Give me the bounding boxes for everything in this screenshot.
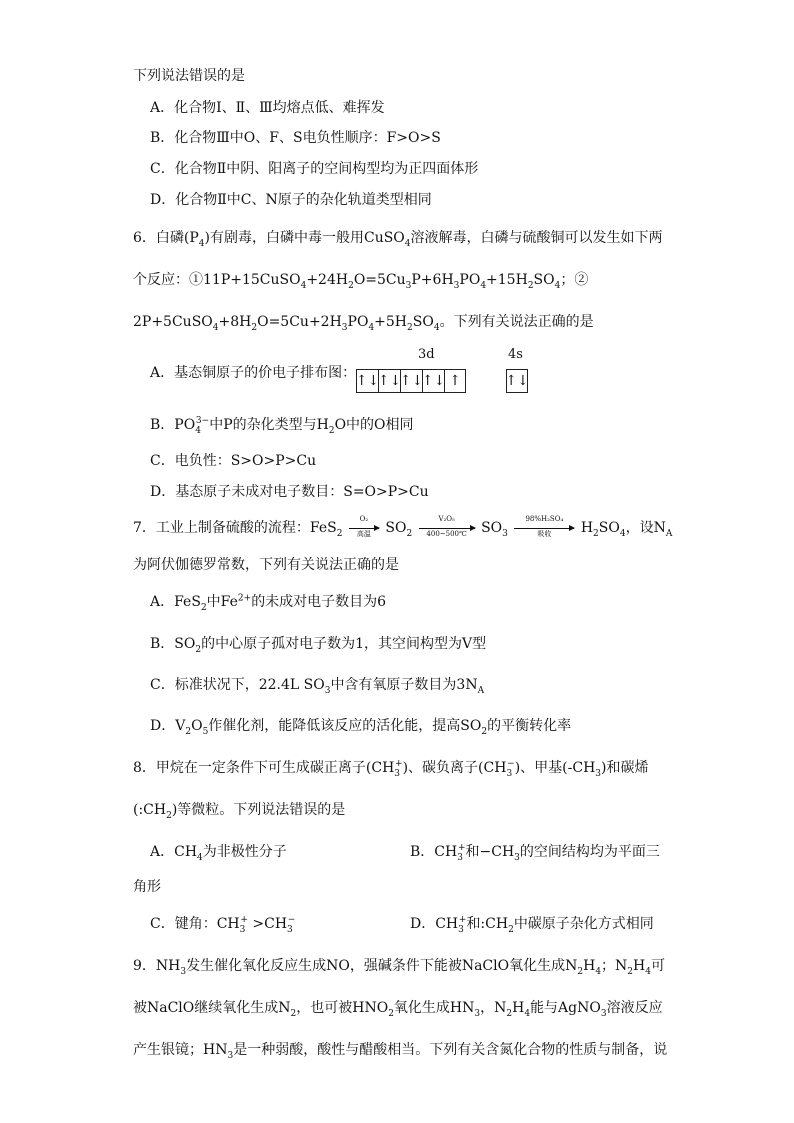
intro-text: 下列说法错误的是 xyxy=(133,68,245,84)
q7-stem-line2: 为阿伏伽德罗常数，下列有关说法正确的是 xyxy=(133,557,399,573)
q8-option-c: C．键角：$CH_3^+ >CH_3^-$ xyxy=(150,915,296,935)
q6-stem-line1: 6．白磷$(P_4)$有剧毒，白磷中毒一般用CuSO$_4$溶液解毒，白磷与硫酸铜可以发生如下两 xyxy=(133,230,663,249)
label-4s: 4s xyxy=(508,347,523,362)
orbital-boxes-3d xyxy=(356,369,466,393)
q6-stem-line2: 个反应：$①11P+15CuSO_4+24H_2O=5Cu_3P+6H_3PO_4+15H_2SO_4$；② xyxy=(133,272,589,291)
q7-stem-line1: 7．工业上制备硫酸的流程：FeS$_2$ O₂ 高温 $SO_2$ $\frac{\text{V₂O₅}}{400\sim 500℃}$ $SO_3$ 98%H₂SO₄ 吸收 $H_2SO_4$，设$N_A$ xyxy=(133,515,673,539)
q8-option-a: A．$CH_4$为非极性分子 xyxy=(150,844,287,863)
q5-option-d: D．化合物Ⅱ中C、N原子的杂化轨道类型相同 xyxy=(150,192,432,208)
q7-option-b: B．$SO_2$的中心原子孤对电子数为1，其空间构型为V型 xyxy=(150,636,487,655)
q6-option-a: A．基态铜原子的价电子排布图： xyxy=(150,365,357,381)
q5-option-b: B．化合物Ⅲ中O、F、S电负性顺序：F>O>S xyxy=(150,130,441,146)
reaction-arrow: $\frac{\text{V₂O₅}}{400\sim 500℃}$ xyxy=(419,518,475,538)
q8-option-b: B．$CH_3^+$和$-CH_3$的空间结构均为平面三 xyxy=(410,843,660,863)
q6-stem-line3: $2P+5CuSO_4+8H_2O=5Cu+2H_3PO_4+5H_2SO_4$。下列有关说法正确的是 xyxy=(133,314,594,333)
orbital-box: ↑↓ xyxy=(400,369,422,393)
orbital-boxes-4s xyxy=(506,369,528,393)
q8-stem-line1: 8．甲烷在一定条件下可生成碳正离子$(CH_3^+)$、碳负离子$(CH_3^-)$、甲基$(-CH_3)$和碳烯 xyxy=(133,759,649,779)
orbital-box: ↑ xyxy=(444,369,466,393)
q6-option-b: B．$PO_4^{3-}$中P的杂化类型与$H_2O$中的O相同 xyxy=(150,416,414,436)
q6-option-c: C．电负性：S>O>P>Cu xyxy=(150,453,317,469)
q5-option-a: A．化合物Ⅰ、Ⅱ、Ⅲ均熔点低、难挥发 xyxy=(150,100,385,116)
q9-stem-line3: 产生银镜；$HN_3$是一种弱酸，酸性与醋酸相当。下列有关含氮化合物的性质与制备，说 xyxy=(133,1042,668,1061)
orbital-box: ↑↓ xyxy=(356,369,378,393)
reaction-arrow: O₂ 高温 xyxy=(349,518,379,538)
q7-option-c: C．标准状况下，22.4L $SO_3$中含有氧原子数目为$3N_A$ xyxy=(150,677,485,696)
q8-option-d: D．$CH_3^+$和$:CH_2$中碳原子杂化方式相同 xyxy=(410,915,654,935)
orbital-box: ↑↓ xyxy=(422,369,444,393)
q9-stem-line2: 被NaClO继续氧化生成$N_2$，也可被$HNO_2$氧化生成$HN_3$，$N_2H_4$能与AgNO$_3$溶液反应 xyxy=(133,1000,663,1019)
orbital-box: ↑↓ xyxy=(506,369,528,393)
q5-option-c: C．化合物Ⅱ中阴、阳离子的空间构型均为正四面体形 xyxy=(150,161,479,177)
q6-option-d: D．基态原子未成对电子数目：S=O>P>Cu xyxy=(150,484,429,500)
orbital-box: ↑↓ xyxy=(378,369,400,393)
reaction-arrow: 98%H₂SO₄ 吸收 xyxy=(514,518,574,538)
q7-option-d: D．$V_2O_5$作催化剂，能降低该反应的活化能，提高$SO_2$的平衡转化率 xyxy=(150,718,572,737)
q7-option-a: A．FeS$_2$中$Fe^{2+}$的未成对电子数目为6 xyxy=(150,593,387,613)
q8-stem-line2: $(:CH_2)$等微粒。下列说法错误的是 xyxy=(133,802,346,821)
q8-option-b-cont: 角形 xyxy=(133,879,161,895)
label-3d: 3d xyxy=(418,347,435,362)
q9-stem-line1: 9．$NH_3$发生催化氧化反应生成NO，强碱条件下能被NaClO氧化生成$N_2H_4$；$N_2H_4$可 xyxy=(133,958,665,977)
